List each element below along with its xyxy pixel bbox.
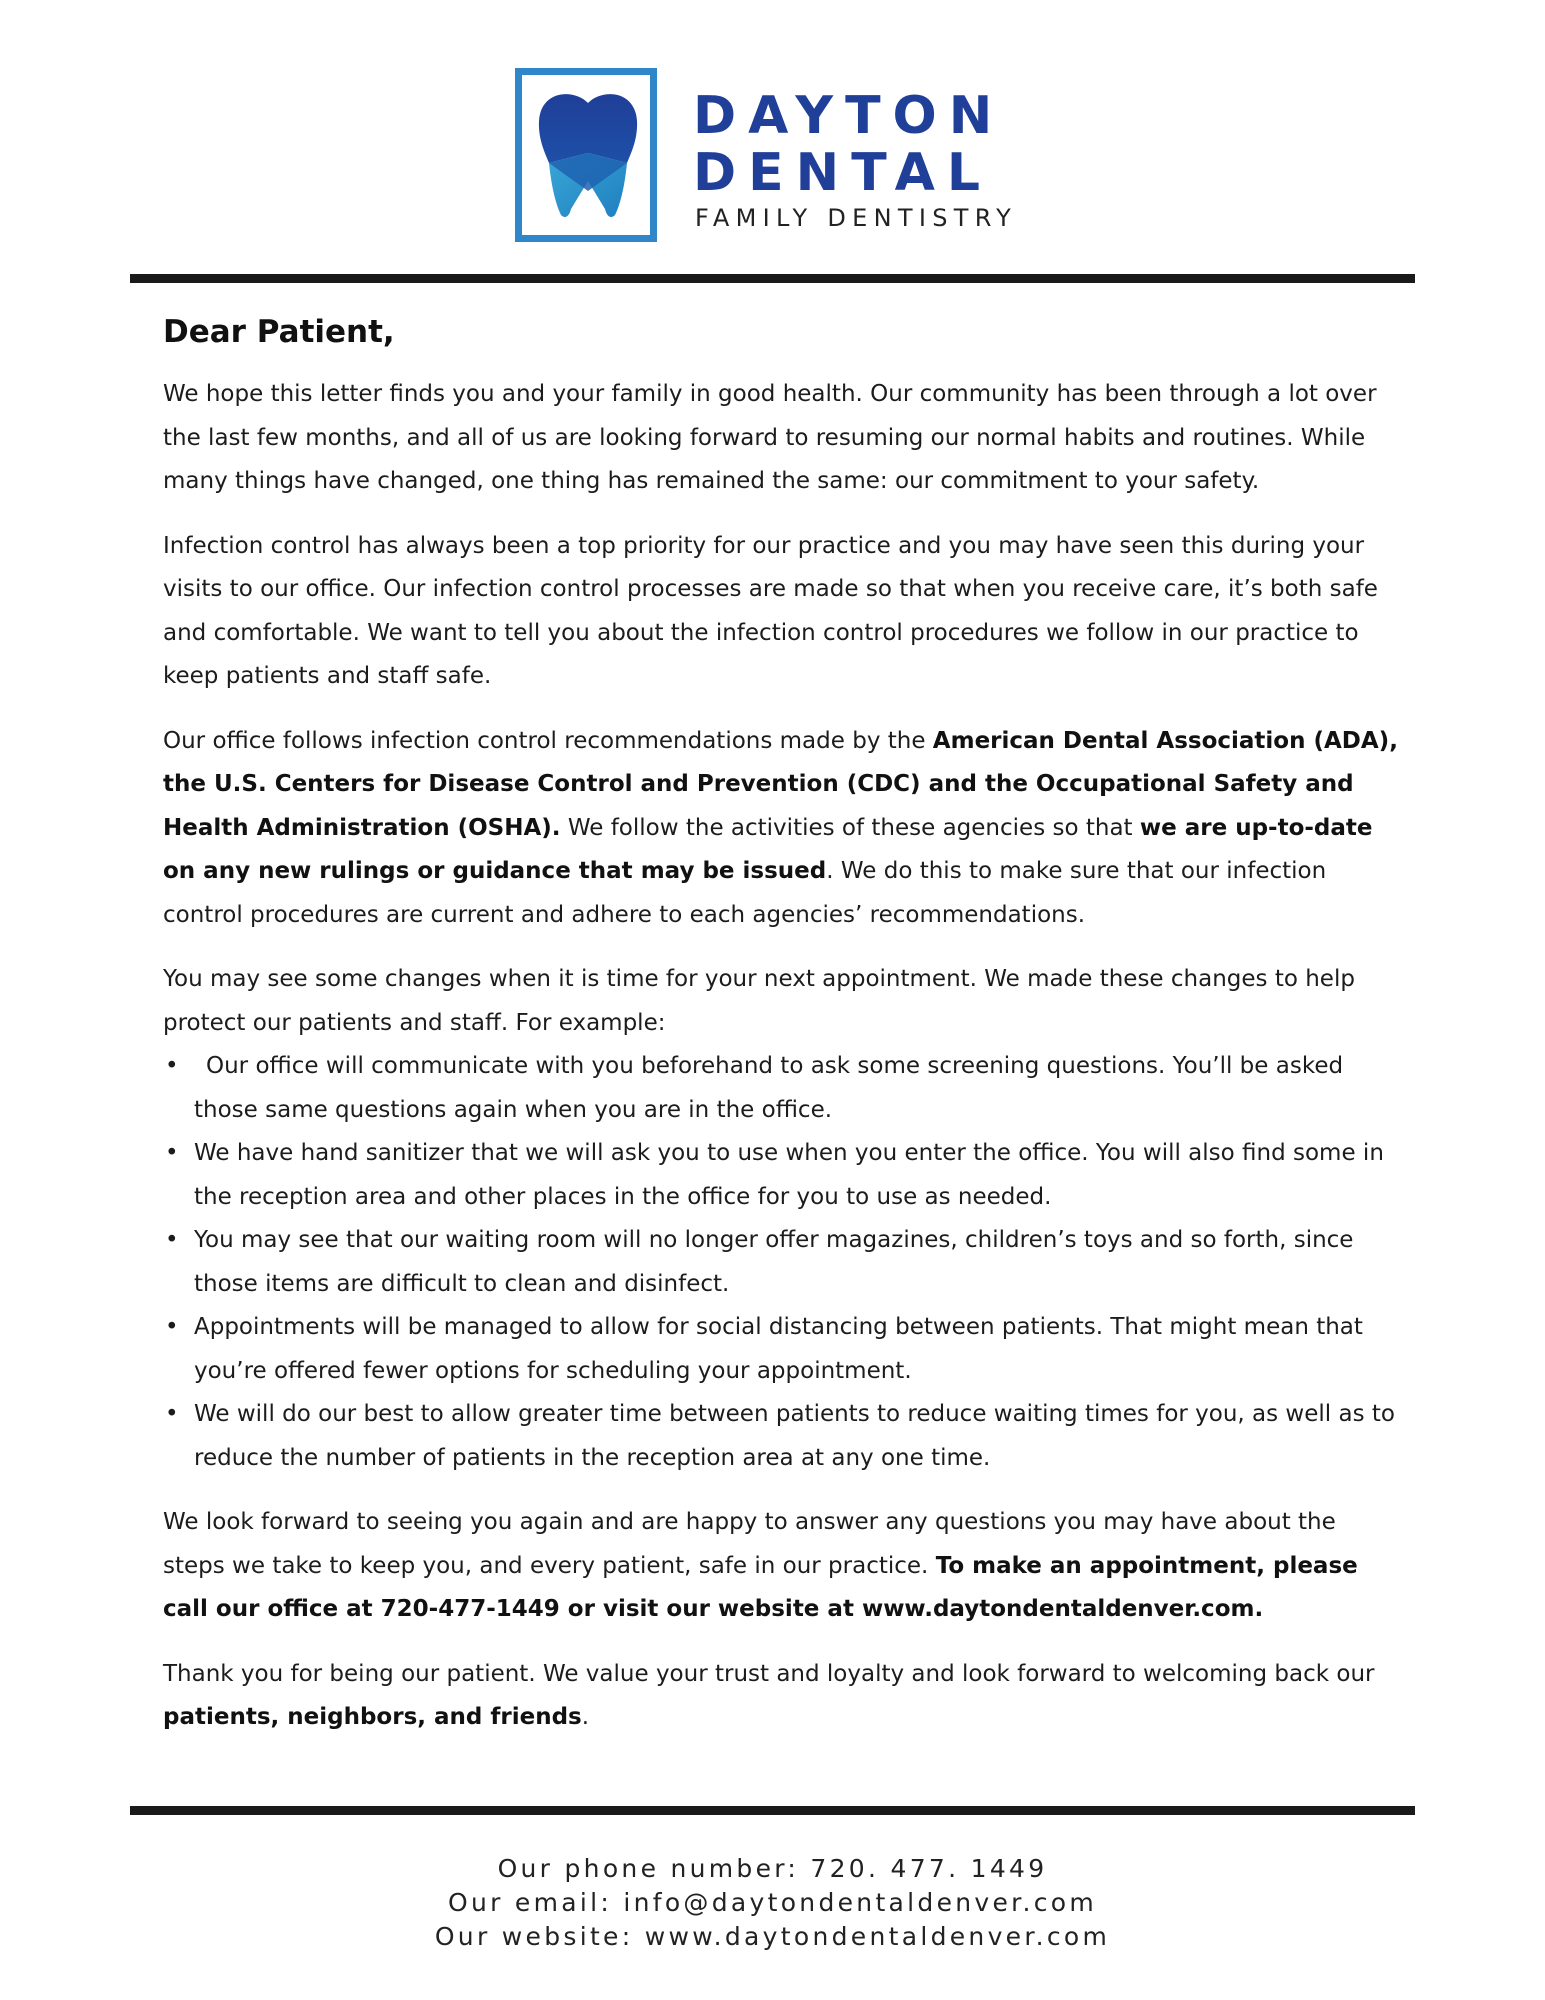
paragraph-agencies — [163, 720, 1398, 938]
bullet-icon: • — [165, 1401, 179, 1427]
footer-email: Our email: info@daytondentaldenver.com — [447, 1888, 1098, 1917]
logo-name-line1: DAYTON — [693, 86, 1005, 146]
paragraph-thanks — [163, 1653, 1398, 1740]
thanks-text-1: Thank you for being our patient. We value your trust and loyalty and look forward to welcoming back our — [163, 1660, 1375, 1687]
agencies-names: American Dental Association (ADA), the U.S. Centers for Disease Control and Prevention (CDC) and the Occupational Safety and Health Administration (OSHA). — [163, 727, 1398, 841]
bullet-icon: • — [165, 1227, 179, 1253]
appointment-text: We look forward to seeing you again and are happy to answer any questions you may have about the steps we take to keep you, and every patient, safe in our practice. — [163, 1509, 1336, 1579]
logo-tagline: FAMILY DENTISTRY — [695, 204, 1018, 232]
thanks-text-2: . — [581, 1704, 590, 1730]
list-item — [163, 1306, 1398, 1393]
top-divider — [130, 274, 1415, 283]
agencies-text-2: We follow the activities of these agencies so that — [560, 814, 1140, 841]
footer-website: Our website: www.daytondentaldenver.com — [434, 1922, 1111, 1951]
thanks-emphasis: patients, neighbors, and friends — [163, 1704, 582, 1730]
agencies-up-to-date: we are up-to-date on any new rulings or guidance that may be issued — [163, 814, 1373, 884]
list-item-text: Appointments will be managed to allow for social distancing between patients. That might mean that you’re offered fewer options for scheduling your appointment. — [194, 1314, 1363, 1384]
bullet-icon: • — [165, 1314, 179, 1340]
footer-phone: Our phone number: 720. 477. 1449 — [497, 1854, 1048, 1883]
changes-list — [163, 1045, 1398, 1480]
bullet-icon: • — [165, 1053, 179, 1079]
paragraph-infection-control: Infection control has always been a top priority for our practice and you may have seen this during your visits to our office. Our infection control processes are made so that when you receive care, it’s both safe and comfortable. We want to tell you about the infection control procedures we follow in our practice to keep patients and staff safe. — [163, 532, 1378, 689]
list-item — [163, 1045, 1398, 1132]
paragraph-appointment — [163, 1501, 1398, 1632]
tooth-icon — [535, 91, 641, 219]
agencies-text-3: . We do this to make sure that our infection control procedures are current and adhere to each agencies’ recommendations. — [163, 858, 1327, 928]
bullet-icon: • — [165, 1140, 179, 1166]
list-item-text: You may see that our waiting room will no longer offer magazines, children’s toys and so forth, since those items are difficult to clean and disinfect. — [194, 1227, 1354, 1297]
logo-frame — [515, 68, 657, 242]
salutation: Dear Patient, — [163, 314, 395, 350]
list-item-text: Our office will communicate with you beforehand to ask some screening questions. You’ll be asked those same questions again when you are in the office. — [194, 1053, 1344, 1123]
paragraph-intro: We hope this letter finds you and your family in good health. Our community has been through a lot over the last few months, and all of us are looking forward to resuming our normal habits and routines. While many things have changed, one thing has remained the same: our commitment to your safety. — [163, 381, 1377, 494]
bottom-divider — [130, 1806, 1415, 1815]
letter-body — [163, 312, 1398, 1761]
paragraph-changes: You may see some changes when it is time for your next appointment. We made these changes to help protect our patients and staff. For example: — [163, 966, 1355, 1036]
logo-name-line2: DENTAL — [693, 143, 993, 203]
list-item-text: We have hand sanitizer that we will ask you to use when you enter the office. You will also find some in the reception area and other places in the office for you to use as needed. — [194, 1140, 1384, 1210]
contact-footer — [0, 1852, 1545, 1954]
list-item — [163, 1393, 1398, 1480]
agencies-text-1: Our office follows infection control recommendations made by the — [163, 727, 933, 754]
appointment-cta: To make an appointment, please call our office at 720-477-1449 or visit our website at www.daytondentaldenver.com. — [163, 1552, 1358, 1622]
list-item — [163, 1219, 1398, 1306]
list-item-text: We will do our best to allow greater time between patients to reduce waiting times for you, as well as to reduce the number of patients in the reception area at any one time. — [194, 1401, 1395, 1471]
list-item — [163, 1132, 1398, 1219]
logo — [515, 68, 1045, 246]
